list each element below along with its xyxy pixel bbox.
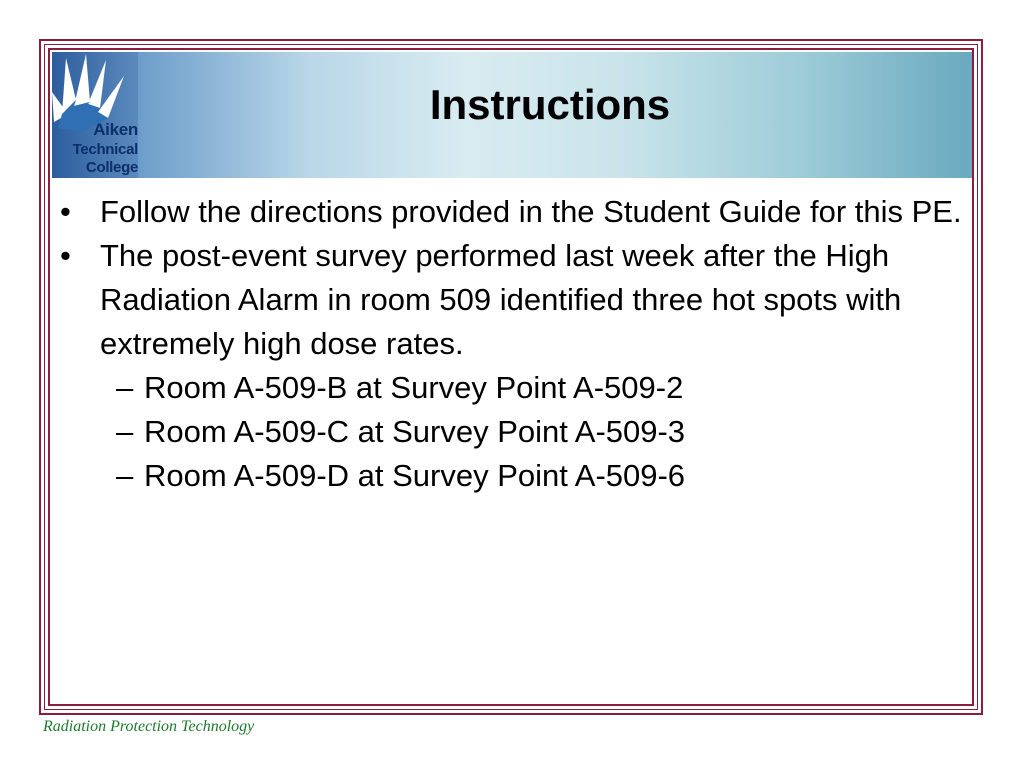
footer-text: Radiation Protection Technology xyxy=(43,718,255,735)
sub-item-marker: – xyxy=(116,414,134,449)
logo-text-line3: College xyxy=(85,159,138,176)
bullet-item xyxy=(60,190,965,234)
sub-item-marker: – xyxy=(116,370,134,405)
slide-content xyxy=(60,190,965,498)
bullet-item xyxy=(60,234,965,366)
sub-item xyxy=(60,454,965,498)
sub-item-text: Room A-509-C at Survey Point A-509-3 xyxy=(144,414,686,449)
sub-item-text: Room A-509-D at Survey Point A-509-6 xyxy=(144,458,686,493)
sub-item-text: Room A-509-B at Survey Point A-509-2 xyxy=(144,370,684,405)
college-logo xyxy=(52,52,138,178)
sub-item xyxy=(60,366,965,410)
bullet-text: The post-event survey performed last week after the High Radiation Alarm in room 509 identified three hot spots with extremely high dose rates. xyxy=(100,238,902,361)
sub-item xyxy=(60,410,965,454)
slide-title: Instructions xyxy=(429,81,671,128)
bullet-text: Follow the directions provided in the Student Guide for this PE. xyxy=(100,194,962,229)
bullet-marker: • xyxy=(60,194,71,229)
sub-item-marker: – xyxy=(116,458,134,493)
bullet-marker: • xyxy=(60,238,71,273)
logo-text-line2: Technical xyxy=(72,141,138,158)
logo-text-line1: Aiken xyxy=(93,120,138,139)
